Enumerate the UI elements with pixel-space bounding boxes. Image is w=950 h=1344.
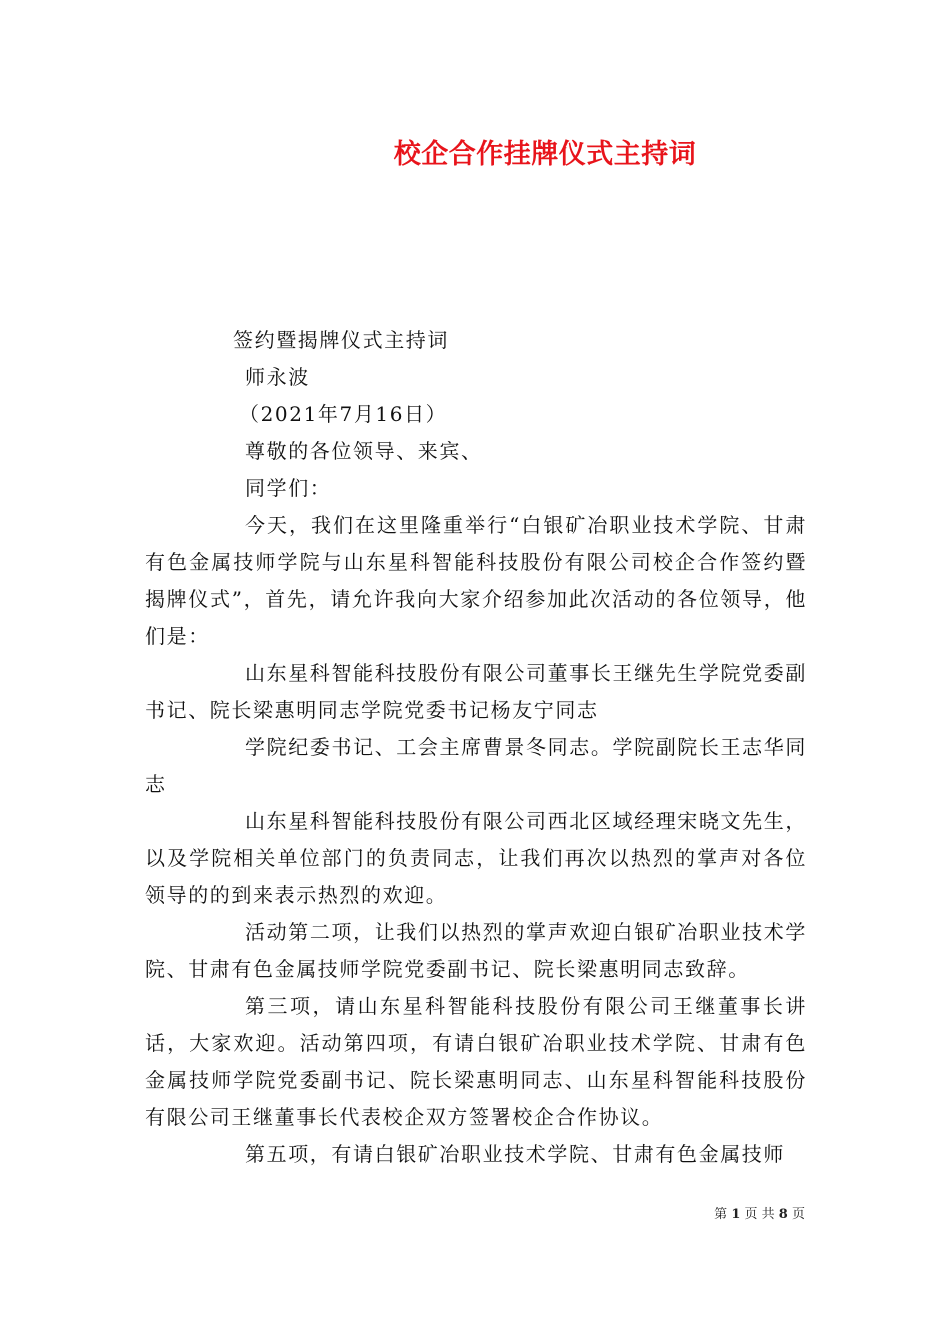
author: 师永波 <box>245 365 310 389</box>
page-footer <box>714 1203 805 1222</box>
paragraph: 山东星科智能科技股份有限公司董事长王继先生学院党委副书记、院长梁惠明同志学院党委书记杨友宁同志 <box>145 661 807 722</box>
paragraph: 第五项，有请白银矿冶职业技术学院、甘肃有色金属技师 <box>245 1142 785 1166</box>
footer-total-pages: 8 <box>778 1207 788 1222</box>
document-body <box>145 322 807 1173</box>
paragraph: 第三项，请山东星科智能科技股份有限公司王继董事长讲话，大家欢迎。活动第四项，有请白银矿冶职业技术学院、甘肃有色金属技师学院党委副书记、院长梁惠明同志、山东星科智能科技股份有限公司王继董事长代表校企双方签署校企合作协议。 <box>145 994 807 1129</box>
paragraph: 活动第二项，让我们以热烈的掌声欢迎白银矿冶职业技术学院、甘肃有色金属技师学院党委副书记、院长梁惠明同志致辞。 <box>145 920 807 981</box>
salutation-line-1: 尊敬的各位领导、来宾、 <box>245 439 483 463</box>
document-title: 校企合作挂牌仪式主持词 <box>393 139 697 170</box>
date: （2021年7月16日） <box>239 402 448 426</box>
footer-prefix: 第 <box>714 1207 728 1222</box>
paragraph: 学院纪委书记、工会主席曹景冬同志。学院副院长王志华同志 <box>145 735 807 796</box>
salutation-line-2: 同学们： <box>245 476 332 500</box>
footer-suffix: 页 <box>791 1207 805 1222</box>
paragraph: 山东星科智能科技股份有限公司西北区域经理宋晓文先生，以及学院相关单位部门的负责同志，让我们再次以热烈的掌声对各位领导的的到来表示热烈的欢迎。 <box>145 809 807 907</box>
footer-page-number: 1 <box>731 1207 741 1222</box>
subtitle: 签约暨揭牌仪式主持词 <box>233 328 449 352</box>
footer-middle: 页 共 <box>744 1207 775 1222</box>
paragraph: 今天，我们在这里隆重举行“白银矿冶职业技术学院、甘肃有色金属技师学院与山东星科智能科技股份有限公司校企合作签约暨揭牌仪式”，首先，请允许我向大家介绍参加此次活动的各位领导，他们是： <box>145 513 807 648</box>
